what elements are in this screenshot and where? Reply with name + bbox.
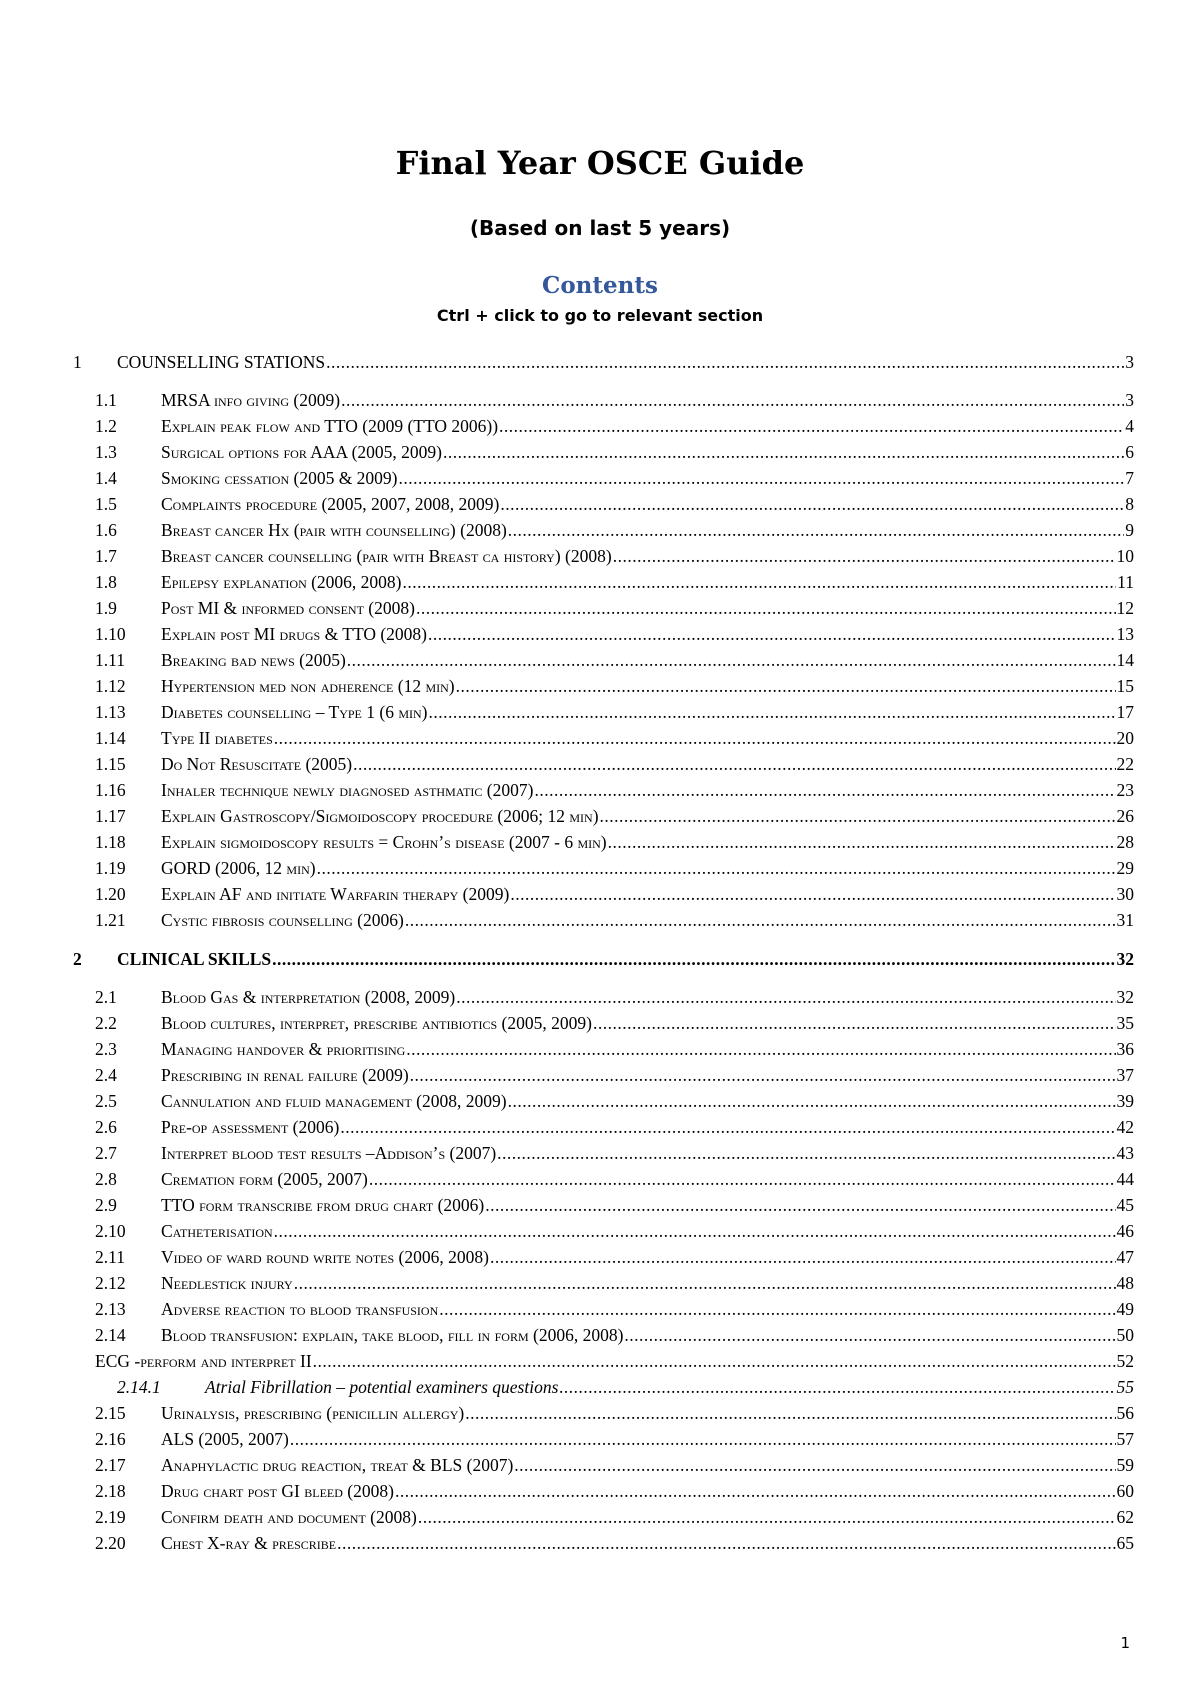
toc-entry-page: 15: [1116, 676, 1134, 696]
dot-leader: [369, 1169, 1116, 1190]
dot-leader: [624, 1325, 1115, 1346]
toc-entry-label[interactable]: COUNSELLING STATIONS: [117, 352, 326, 372]
toc-entry-label[interactable]: Complaints procedure (2005, 2007, 2008, 2009): [161, 494, 500, 514]
toc-entry-number: 2.1: [95, 987, 117, 1007]
toc-entry-label[interactable]: Explain post MI drugs & TTO (2008): [161, 624, 427, 644]
toc-entry[interactable]: [95, 546, 1134, 572]
toc-entry[interactable]: [95, 1091, 1134, 1117]
toc-entry-number: 2.7: [95, 1143, 117, 1163]
dot-leader: [559, 1377, 1115, 1398]
toc-entry-number: 1.19: [95, 858, 126, 878]
toc-entry-number: 2.16: [95, 1429, 126, 1449]
dot-leader: [317, 858, 1116, 879]
toc-entry-number: 2.14: [95, 1325, 126, 1345]
toc-entry-label[interactable]: Managing handover & prioritising: [161, 1039, 406, 1059]
toc-entry-number: 1.16: [95, 780, 126, 800]
toc-entry-page: 7: [1125, 468, 1134, 488]
toc-entry-label[interactable]: Adverse reaction to blood transfusion: [161, 1299, 439, 1319]
toc-entry-number: 1.4: [95, 468, 117, 488]
dot-leader: [272, 949, 1115, 970]
toc-entry-number: 1.15: [95, 754, 126, 774]
toc-entry-page: 31: [1116, 910, 1134, 930]
toc-entry[interactable]: [95, 1169, 1134, 1195]
toc-entry[interactable]: [95, 1117, 1134, 1143]
toc-entry-number: 2.2: [95, 1013, 117, 1033]
dot-leader: [613, 546, 1116, 567]
dot-leader: [608, 832, 1116, 853]
toc-entry-number: 2.9: [95, 1195, 117, 1215]
toc-entry-label[interactable]: Needlestick injury: [161, 1273, 293, 1293]
toc-entry[interactable]: [95, 1481, 1134, 1507]
toc-entry[interactable]: [73, 352, 1134, 378]
toc-entry-label[interactable]: Cystic fibrosis counselling (2006): [161, 910, 404, 930]
dot-leader: [500, 494, 1124, 515]
toc-entry[interactable]: [95, 728, 1134, 754]
dot-leader: [406, 1039, 1115, 1060]
page-number: 1: [1120, 1634, 1130, 1652]
toc-entry-page: 65: [1116, 1533, 1134, 1553]
toc-entry-number: 1.1: [95, 390, 117, 410]
toc-entry-page: 57: [1116, 1429, 1134, 1449]
toc-entry[interactable]: [95, 442, 1134, 468]
toc-entry-page: 3: [1125, 352, 1134, 372]
toc-entry[interactable]: [95, 624, 1134, 650]
toc-entry-label[interactable]: Breaking bad news (2005): [161, 650, 346, 670]
dot-leader: [439, 1299, 1115, 1320]
toc-entry-page: 36: [1116, 1039, 1134, 1059]
toc-entry-number: 2.11: [95, 1247, 125, 1267]
toc-entry-number: 1.3: [95, 442, 117, 462]
toc-entry-number: 1.7: [95, 546, 117, 566]
toc-entry-page: 12: [1116, 598, 1134, 618]
dot-leader: [456, 676, 1116, 697]
toc-entry-number: 1.5: [95, 494, 117, 514]
toc-entry-label[interactable]: Blood cultures, interpret, prescribe antibiotics (2005, 2009): [161, 1013, 592, 1033]
toc-entry-page: 62: [1116, 1507, 1134, 1527]
toc-entry-page: 43: [1116, 1143, 1134, 1163]
toc-entry-label[interactable]: Type II diabetes: [161, 728, 273, 748]
dot-leader: [416, 598, 1116, 619]
toc-entry-number: 1.14: [95, 728, 126, 748]
toc-entry-page: 44: [1116, 1169, 1134, 1189]
document-subtitle: (Based on last 5 years): [469, 216, 731, 240]
toc-entry-label[interactable]: Breast cancer Hx (pair with counselling) (2008): [161, 520, 507, 540]
dot-leader: [274, 728, 1116, 749]
toc-entry-label[interactable]: Cannulation and fluid management (2008, 2009): [161, 1091, 507, 1111]
toc-entry-label[interactable]: Diabetes counselling – Type 1 (6 min): [161, 702, 428, 722]
toc-entry-label[interactable]: Interpret blood test results –Addison’s (2007): [161, 1143, 497, 1163]
toc-entry-number: 2.13: [95, 1299, 126, 1319]
toc-entry-number: 2.17: [95, 1455, 126, 1475]
toc-entry-page: 49: [1116, 1299, 1134, 1319]
toc-entry-page: 26: [1116, 806, 1134, 826]
toc-entry-label[interactable]: Video of ward round write notes (2006, 2008): [161, 1247, 489, 1267]
toc-entry-number: 1.12: [95, 676, 126, 696]
toc-entry-number: 1.2: [95, 416, 117, 436]
dot-leader: [274, 1221, 1116, 1242]
toc-entry[interactable]: [95, 1507, 1134, 1533]
toc-entry-page: 52: [1116, 1351, 1134, 1371]
toc-entry-number: 1.21: [95, 910, 126, 930]
toc-entry-page: 23: [1116, 780, 1134, 800]
toc-entry-number: 1: [73, 352, 82, 372]
toc-entry-label[interactable]: Breast cancer counselling (pair with Breast ca history) (2008): [161, 546, 612, 566]
contents-heading: Contents: [542, 272, 658, 299]
dot-leader: [443, 442, 1124, 463]
toc-entry-number: 1.17: [95, 806, 126, 826]
toc-entry[interactable]: [95, 494, 1134, 520]
dot-leader: [428, 624, 1116, 645]
toc-entry[interactable]: [95, 1013, 1134, 1039]
toc-entry-page: 11: [1117, 572, 1134, 592]
dot-leader: [326, 352, 1124, 373]
toc-entry-page: 10: [1116, 546, 1134, 566]
toc-entry-number: 2.15: [95, 1403, 126, 1423]
toc-entry-page: 46: [1116, 1221, 1134, 1241]
toc-entry-page: 8: [1125, 494, 1134, 514]
dot-leader: [456, 987, 1115, 1008]
dot-leader: [508, 520, 1124, 541]
dot-leader: [340, 1117, 1115, 1138]
toc-entry[interactable]: [95, 1247, 1134, 1273]
toc-entry-page: 50: [1116, 1325, 1134, 1345]
toc-entry-number: 2.19: [95, 1507, 126, 1527]
dot-leader: [399, 468, 1125, 489]
toc-entry-page: 45: [1116, 1195, 1134, 1215]
dot-leader: [353, 754, 1115, 775]
toc-entry-page: 4: [1125, 416, 1134, 436]
dot-leader: [510, 884, 1115, 905]
toc-entry[interactable]: [95, 1351, 1134, 1377]
toc-entry[interactable]: [73, 949, 1134, 975]
dot-leader: [465, 1403, 1115, 1424]
toc-entry-label[interactable]: Cremation form (2005, 2007): [161, 1169, 368, 1189]
dot-leader: [337, 1533, 1115, 1554]
contents-hint: Ctrl + click to go to relevant section: [436, 306, 764, 325]
dot-leader: [410, 1065, 1116, 1086]
toc-entry[interactable]: [95, 520, 1134, 546]
toc-entry[interactable]: [95, 1143, 1134, 1169]
toc-entry[interactable]: [95, 910, 1134, 936]
toc-entry[interactable]: [95, 702, 1134, 728]
toc-entry-page: 55: [1116, 1377, 1134, 1397]
toc-entry[interactable]: [95, 416, 1134, 442]
toc-entry[interactable]: [95, 1195, 1134, 1221]
toc-entry-page: 20: [1116, 728, 1134, 748]
toc-entry-page: 37: [1116, 1065, 1134, 1085]
toc-entry[interactable]: [95, 1273, 1134, 1299]
dot-leader: [508, 1091, 1116, 1112]
toc-entry[interactable]: [95, 390, 1134, 416]
toc-entry-number: 1.10: [95, 624, 126, 644]
toc-entry-label[interactable]: Explain peak flow and TTO (2009 (TTO 2006)): [161, 416, 499, 436]
toc-entry-number: 2.4: [95, 1065, 117, 1085]
toc-entry[interactable]: [95, 1039, 1134, 1065]
toc-entry-label[interactable]: Prescribing in renal failure (2009): [161, 1065, 409, 1085]
dot-leader: [499, 416, 1124, 437]
toc-entry-page: 22: [1116, 754, 1134, 774]
toc-entry-label[interactable]: Epilepsy explanation (2006, 2008): [161, 572, 402, 592]
toc-entry-number: 1.13: [95, 702, 126, 722]
dot-leader: [429, 702, 1116, 723]
toc-entry-page: 59: [1116, 1455, 1134, 1475]
toc-entry-label[interactable]: TTO form transcribe from drug chart (2006): [161, 1195, 485, 1215]
toc-entry-page: 6: [1125, 442, 1134, 462]
toc-entry-number: 2.8: [95, 1169, 117, 1189]
dot-leader: [341, 390, 1124, 411]
toc-entry-number: 2.14.1: [117, 1377, 161, 1397]
dot-leader: [347, 650, 1116, 671]
toc-entry-page: 42: [1116, 1117, 1134, 1137]
toc-entry-label[interactable]: Catheterisation: [161, 1221, 273, 1241]
toc-entry-label[interactable]: ALS (2005, 2007): [161, 1429, 289, 1449]
toc-entry-label[interactable]: Urinalysis, prescribing (penicillin allergy): [161, 1403, 465, 1423]
dot-leader: [403, 572, 1117, 593]
dot-leader: [405, 910, 1116, 931]
toc-entry[interactable]: [95, 1533, 1134, 1559]
toc-entry-page: 35: [1116, 1013, 1134, 1033]
document-title: Final Year OSCE Guide: [395, 144, 805, 182]
toc-entry-page: 30: [1116, 884, 1134, 904]
dot-leader: [593, 1013, 1116, 1034]
toc-entry-page: 9: [1125, 520, 1134, 540]
toc-entry[interactable]: [95, 987, 1134, 1013]
toc-entry[interactable]: [95, 780, 1134, 806]
toc-entry-number: 2.20: [95, 1533, 126, 1553]
toc-entry-label[interactable]: Hypertension med non adherence (12 min): [161, 676, 455, 696]
toc-entry-page: 48: [1116, 1273, 1134, 1293]
toc-entry-number: 1.20: [95, 884, 126, 904]
toc-entry-label[interactable]: Post MI & informed consent (2008): [161, 598, 415, 618]
toc-entry[interactable]: [95, 1299, 1134, 1325]
toc-entry-label[interactable]: Inhaler technique newly diagnosed asthmatic (2007): [161, 780, 534, 800]
toc-entry-page: 3: [1125, 390, 1134, 410]
dot-leader: [485, 1195, 1115, 1216]
dot-leader: [534, 780, 1115, 801]
toc-entry[interactable]: [95, 754, 1134, 780]
toc-entry-number: 2.12: [95, 1273, 126, 1293]
toc-entry[interactable]: [95, 1403, 1134, 1429]
toc-entry-number: 2.6: [95, 1117, 117, 1137]
toc-entry-number: 1.18: [95, 832, 126, 852]
toc-entry-label[interactable]: Anaphylactic drug reaction, treat & BLS (2007): [161, 1455, 514, 1475]
dot-leader: [514, 1455, 1115, 1476]
toc-entry-number: 1.9: [95, 598, 117, 618]
dot-leader: [294, 1273, 1116, 1294]
toc-entry[interactable]: [95, 598, 1134, 624]
toc-entry-number: 2.5: [95, 1091, 117, 1111]
toc-entry-label[interactable]: GORD (2006, 12 min): [161, 858, 316, 878]
toc-entry[interactable]: [117, 1377, 1134, 1403]
toc-entry[interactable]: [95, 806, 1134, 832]
toc-entry-page: 13: [1116, 624, 1134, 644]
toc-entry-page: 29: [1116, 858, 1134, 878]
toc-entry-number: 1.6: [95, 520, 117, 540]
toc-entry[interactable]: [95, 1325, 1134, 1351]
toc-entry-page: 14: [1116, 650, 1134, 670]
toc-entry-number: 2: [73, 949, 82, 969]
dot-leader: [490, 1247, 1116, 1268]
toc-entry[interactable]: [95, 858, 1134, 884]
toc-entry-label[interactable]: Explain AF and initiate Warfarin therapy (2009): [161, 884, 510, 904]
toc-entry-label[interactable]: Atrial Fibrillation – potential examiners questions: [205, 1377, 559, 1397]
toc-entry-number: 2.3: [95, 1039, 117, 1059]
toc-entry-label[interactable]: ECG -perform and interpret II: [95, 1351, 312, 1371]
dot-leader: [290, 1429, 1116, 1450]
toc-entry-number: 2.18: [95, 1481, 126, 1501]
toc-entry[interactable]: [95, 572, 1134, 598]
dot-leader: [497, 1143, 1115, 1164]
toc-entry-page: 32: [1116, 949, 1134, 969]
toc-entry-label[interactable]: Surgical options for AAA (2005, 2009): [161, 442, 442, 462]
toc-entry-number: 1.8: [95, 572, 117, 592]
dot-leader: [313, 1351, 1116, 1372]
toc-entry-label[interactable]: Pre-op assessment (2006): [161, 1117, 340, 1137]
toc-entry-label[interactable]: MRSA info giving (2009): [161, 390, 341, 410]
toc-entry-page: 28: [1116, 832, 1134, 852]
dot-leader: [418, 1507, 1116, 1528]
toc-entry[interactable]: [95, 650, 1134, 676]
toc-entry-page: 47: [1116, 1247, 1134, 1267]
toc-entry[interactable]: [95, 884, 1134, 910]
toc-entry-number: 2.10: [95, 1221, 126, 1241]
toc-entry[interactable]: [95, 1221, 1134, 1247]
toc-entry-label[interactable]: Drug chart post GI bleed (2008): [161, 1481, 394, 1501]
toc-entry-page: 17: [1116, 702, 1134, 722]
toc-entry-page: 39: [1116, 1091, 1134, 1111]
toc-entry[interactable]: [95, 1429, 1134, 1455]
dot-leader: [600, 806, 1116, 827]
toc-entry-label[interactable]: Explain sigmoidoscopy results = Crohn’s disease (2007 - 6 min): [161, 832, 607, 852]
toc-entry[interactable]: [95, 676, 1134, 702]
toc-entry[interactable]: [95, 832, 1134, 858]
toc-entry-label[interactable]: Confirm death and document (2008): [161, 1507, 417, 1527]
toc-entry-page: 56: [1116, 1403, 1134, 1423]
toc-entry[interactable]: [95, 1455, 1134, 1481]
toc-entry-label[interactable]: Chest X-ray & prescribe: [161, 1533, 337, 1553]
toc-entry-label[interactable]: CLINICAL SKILLS: [117, 949, 272, 969]
toc-entry-page: 32: [1116, 987, 1134, 1007]
toc-entry[interactable]: [95, 1065, 1134, 1091]
toc-entry-label[interactable]: Do Not Resuscitate (2005): [161, 754, 353, 774]
dot-leader: [395, 1481, 1116, 1502]
toc-entry-label[interactable]: Explain Gastroscopy/Sigmoidoscopy procedure (2006; 12 min): [161, 806, 599, 826]
toc-entry-number: 1.11: [95, 650, 125, 670]
toc-entry-label[interactable]: Smoking cessation (2005 & 2009): [161, 468, 398, 488]
toc-entry-label[interactable]: Blood transfusion: explain, take blood, fill in form (2006, 2008): [161, 1325, 624, 1345]
toc-entry[interactable]: [95, 468, 1134, 494]
toc-entry-page: 60: [1116, 1481, 1134, 1501]
toc-entry-label[interactable]: Blood Gas & interpretation (2008, 2009): [161, 987, 456, 1007]
